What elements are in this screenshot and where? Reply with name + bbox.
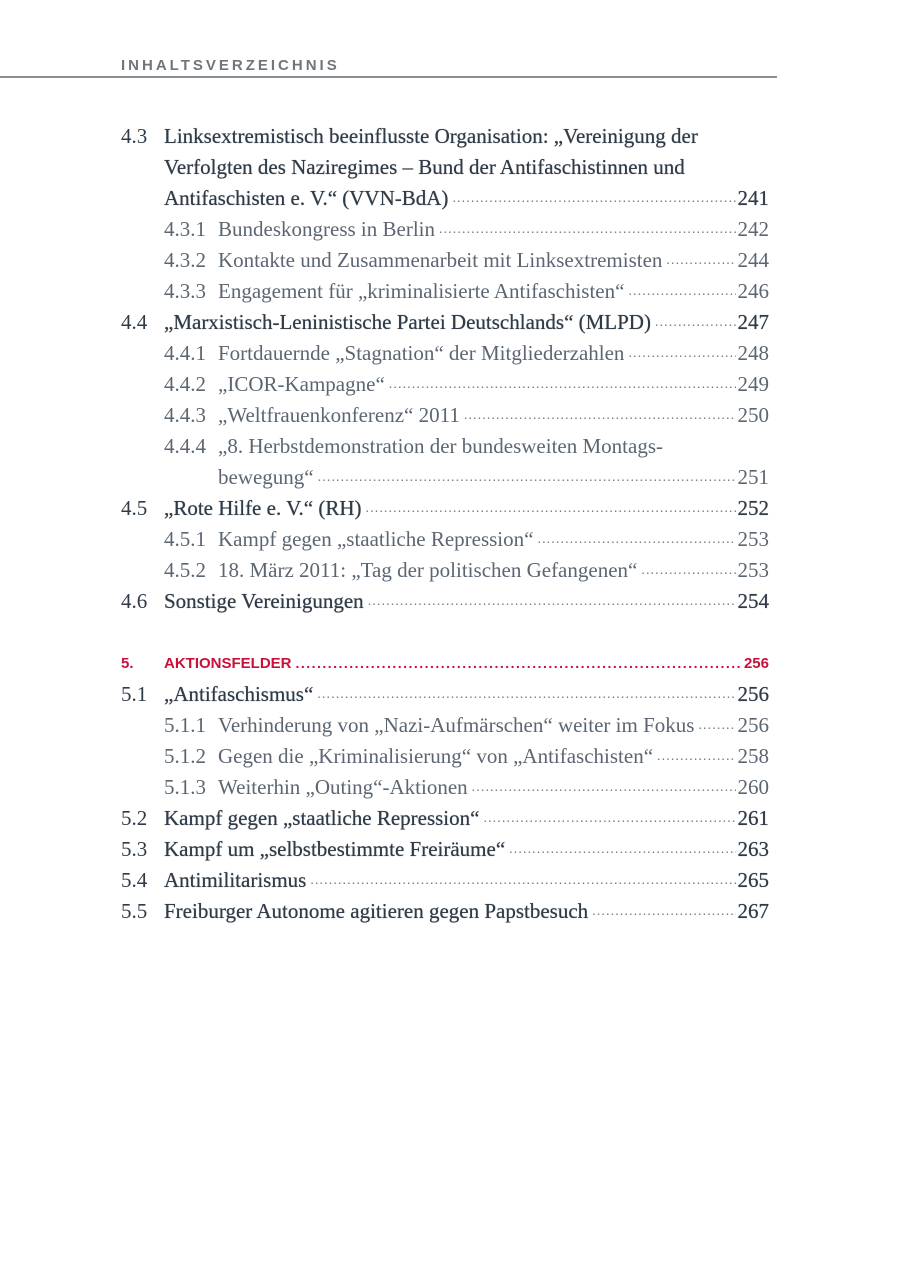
toc-page: 248 — [737, 341, 769, 365]
toc-title: Kampf um „selbstbestimmte Freiräume“ — [164, 837, 506, 861]
toc-title: AKTIONSFELDER — [164, 655, 292, 672]
toc-title: Antimilitarismus — [164, 868, 307, 892]
toc-entry-5-5[interactable] — [0, 896, 900, 927]
dot-leader — [317, 679, 735, 710]
toc-page: 267 — [737, 899, 769, 923]
toc-number: 4.3.1 — [164, 217, 206, 241]
toc-entry-4-5[interactable] — [0, 493, 900, 524]
toc-title: Bundeskongress in Berlin — [218, 217, 435, 241]
toc-entry-5-1[interactable] — [0, 679, 900, 710]
toc-page: 249 — [737, 372, 769, 396]
dot-leader — [366, 493, 736, 524]
toc-number: 4.4.2 — [164, 372, 206, 396]
toc-number: 5.1.3 — [164, 775, 206, 799]
toc-number: 5. — [121, 655, 134, 672]
toc-number: 4.5.1 — [164, 527, 206, 551]
toc-page: 247 — [737, 310, 769, 334]
toc-page: 253 — [737, 558, 769, 582]
toc-page: 253 — [737, 527, 769, 551]
dot-leader — [509, 834, 735, 865]
toc-title: Freiburger Autonome agitieren gegen Papstbesuch — [164, 899, 589, 923]
toc-title: Linksextremistisch beeinflusste Organisation: „Vereinigung der — [164, 124, 698, 148]
toc-page: 263 — [737, 837, 769, 861]
toc-number: 5.1.2 — [164, 744, 206, 768]
toc-title: „Rote Hilfe e. V.“ (RH) — [164, 496, 362, 520]
toc-page: 246 — [737, 279, 769, 303]
toc-title: „8. Herbstdemonstration der bundesweiten Montags- — [218, 434, 663, 458]
toc-page: 250 — [737, 403, 769, 427]
toc-title: Fortdauernde „Stagnation“ der Mitgliederzahlen — [218, 341, 625, 365]
toc-title: „Antifaschismus“ — [164, 682, 314, 706]
toc-page: 256 — [737, 682, 769, 706]
header-rule — [0, 76, 777, 78]
toc-page: 252 — [737, 496, 769, 520]
dot-leader — [389, 369, 736, 400]
toc-number: 5.1 — [121, 682, 148, 706]
toc-page: 242 — [737, 217, 769, 241]
toc-title: Kontakte und Zusammenarbeit mit Linksextremisten — [218, 248, 663, 272]
toc-entry-5-4[interactable] — [0, 865, 900, 896]
dot-leader — [296, 648, 742, 679]
toc-title: 18. März 2011: „Tag der politischen Gefangenen“ — [218, 558, 638, 582]
toc-number: 5.5 — [121, 899, 148, 923]
toc-number: 4.5.2 — [164, 558, 206, 582]
dot-leader — [368, 586, 736, 617]
toc-title: Engagement für „kriminalisierte Antifaschisten“ — [218, 279, 625, 303]
toc-entry-4-6[interactable] — [0, 586, 900, 617]
toc-number: 4.4.1 — [164, 341, 206, 365]
toc-title: Kampf gegen „staatliche Repression“ — [164, 806, 480, 830]
toc-number: 5.3 — [121, 837, 148, 861]
toc-number: 4.3.3 — [164, 279, 206, 303]
toc-title: bewegung“ — [218, 465, 314, 489]
toc-page: 244 — [737, 248, 769, 272]
toc-entry-5-3[interactable] — [0, 834, 900, 865]
dot-leader — [310, 865, 735, 896]
toc-entry-4-5-2[interactable] — [0, 555, 900, 586]
toc-title: Kampf gegen „staatliche Repression“ — [218, 527, 534, 551]
toc-number: 5.1.1 — [164, 713, 206, 737]
dot-leader — [537, 524, 735, 555]
toc-entry-4-4-3[interactable] — [0, 400, 900, 431]
toc-entry-5-2[interactable] — [0, 803, 900, 834]
toc-page: 261 — [737, 806, 769, 830]
dot-leader — [657, 741, 735, 772]
toc-title: Antifaschisten e. V.“ (VVN-BdA) — [164, 186, 449, 210]
toc-number: 4.3 — [121, 124, 148, 148]
toc-section-5[interactable] — [0, 648, 900, 679]
dot-leader — [464, 400, 736, 431]
toc-title: „Weltfrauenkonferenz“ 2011 — [218, 403, 460, 427]
toc-entry-4-3-3[interactable] — [0, 276, 900, 307]
toc-page: 258 — [737, 744, 769, 768]
toc-entry-5-1-1[interactable] — [0, 710, 900, 741]
toc-title: Gegen die „Kriminalisierung“ von „Antifaschisten“ — [218, 744, 654, 768]
toc-number: 5.2 — [121, 806, 148, 830]
toc-entry-4-5-1[interactable] — [0, 524, 900, 555]
toc-title: Verhinderung von „Nazi-Aufmärschen“ weiter im Fokus — [218, 713, 695, 737]
dot-leader — [628, 338, 735, 369]
toc-entry-4-4-1[interactable] — [0, 338, 900, 369]
toc-page: 265 — [737, 868, 769, 892]
toc-page: 251 — [737, 465, 769, 489]
toc-number: 4.5 — [121, 496, 148, 520]
toc-title: Weiterhin „Outing“-Aktionen — [218, 775, 468, 799]
dot-leader — [439, 214, 736, 245]
toc-page: 260 — [737, 775, 769, 799]
dot-leader — [452, 183, 735, 214]
running-header: INHALTSVERZEICHNIS — [121, 57, 340, 74]
toc-entry-4-3-1[interactable] — [0, 214, 900, 245]
toc-page: 254 — [737, 589, 769, 613]
toc-entry-5-1-3[interactable] — [0, 772, 900, 803]
toc-entry-5-1-2[interactable] — [0, 741, 900, 772]
toc-number: 4.3.2 — [164, 248, 206, 272]
toc-title: „Marxistisch-Leninistische Partei Deutschlands“ (MLPD) — [164, 310, 651, 334]
dot-leader — [592, 896, 735, 927]
toc-entry-4-4-4-end[interactable] — [0, 462, 900, 493]
dot-leader — [698, 710, 735, 741]
toc-entry-4-3-end[interactable] — [0, 183, 900, 214]
toc-number: 5.4 — [121, 868, 148, 892]
dot-leader — [641, 555, 735, 586]
toc-number: 4.6 — [121, 589, 148, 613]
toc-page: 256 — [737, 713, 769, 737]
toc-entry-4-3-cont — [0, 152, 900, 183]
toc-title: „ICOR-Kampagne“ — [218, 372, 385, 396]
toc-number: 4.4 — [121, 310, 148, 334]
toc-title: Sonstige Vereinigungen — [164, 589, 364, 613]
toc-number: 4.4.4 — [164, 434, 206, 458]
dot-leader — [318, 462, 736, 493]
toc-entry-4-4[interactable] — [0, 307, 900, 338]
dot-leader — [655, 307, 736, 338]
dot-leader — [628, 276, 735, 307]
toc-entry-4-4-2[interactable] — [0, 369, 900, 400]
toc-page: 241 — [737, 186, 769, 210]
dot-leader — [666, 245, 735, 276]
toc-entry-4-4-4[interactable] — [0, 431, 900, 462]
toc-entry-4-3-2[interactable] — [0, 245, 900, 276]
dot-leader — [472, 772, 736, 803]
toc-title: Verfolgten des Naziregimes – Bund der Antifaschistinnen und — [164, 155, 685, 179]
toc-entry-4-3[interactable] — [0, 121, 900, 152]
toc-page: 256 — [743, 655, 769, 672]
dot-leader — [483, 803, 735, 834]
toc-number: 4.4.3 — [164, 403, 206, 427]
